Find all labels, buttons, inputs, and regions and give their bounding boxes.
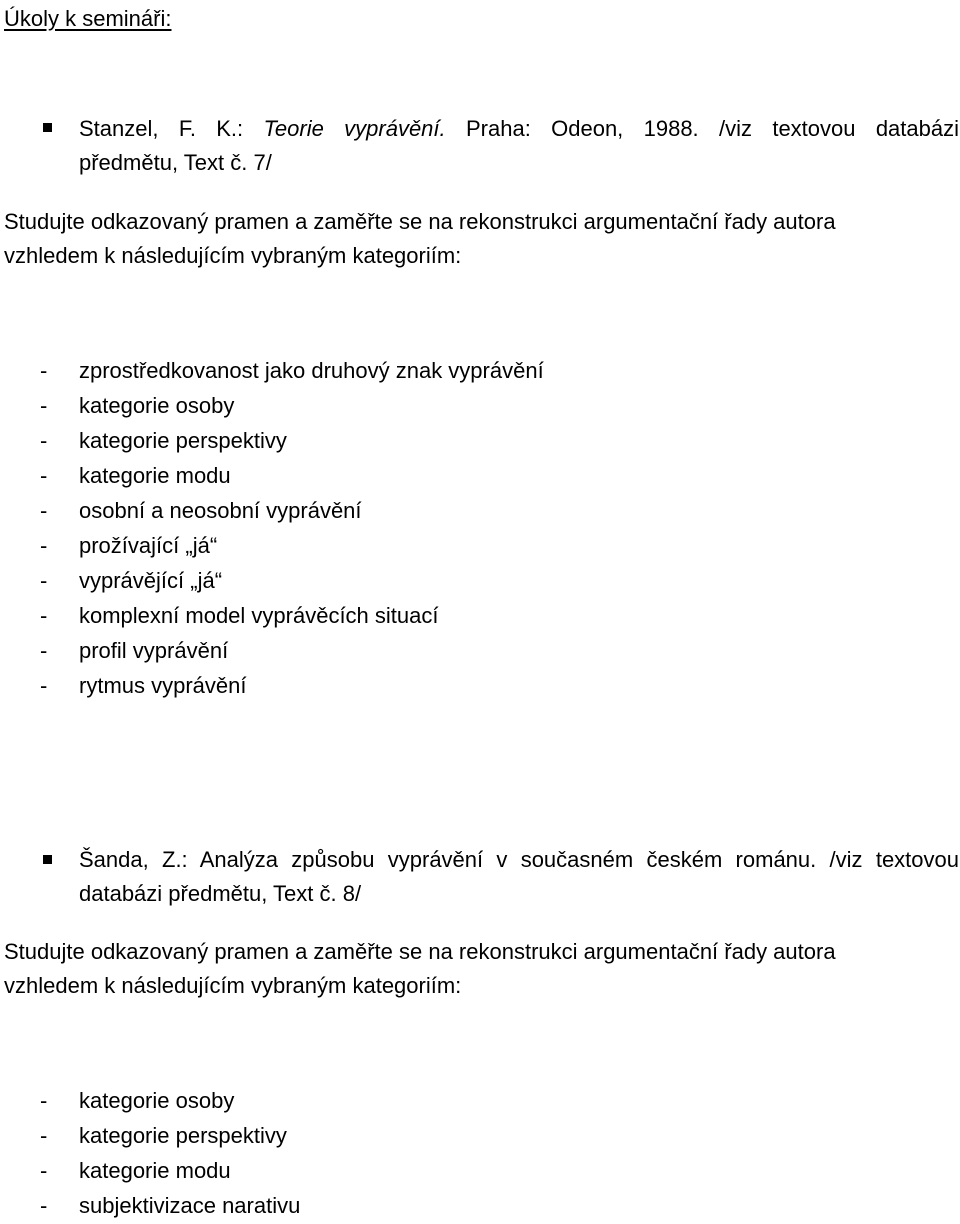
citation-line: předmětu, Text č. 7/ xyxy=(79,150,272,175)
citation-title: Teorie vyprávění. xyxy=(263,116,446,141)
citation-line: Šanda, Z.: Analýza způsobu vyprávění v současném českém románu. /viz textovou xyxy=(79,847,959,872)
dash-marker: - xyxy=(40,568,48,593)
square-bullet-icon xyxy=(43,123,52,132)
list-item-text: kategorie modu xyxy=(79,463,231,488)
dash-marker: - xyxy=(40,1193,48,1218)
list-item-text: rytmus vyprávění xyxy=(79,673,247,698)
list-item-text: komplexní model vyprávěcích situací xyxy=(79,603,439,628)
dash-marker: - xyxy=(40,533,48,558)
list-item-text: osobní a neosobní vyprávění xyxy=(79,498,362,523)
list-item-text: kategorie modu xyxy=(79,1158,231,1183)
square-bullet-icon xyxy=(43,855,52,864)
citation-line: databázi předmětu, Text č. 8/ xyxy=(79,881,362,906)
instruction-paragraph xyxy=(4,935,959,1003)
list-item-text: prožívající „já“ xyxy=(79,533,218,558)
page-title: Úkoly k semináři: xyxy=(4,6,172,31)
list-item-text: profil vyprávění xyxy=(79,638,229,663)
list-item-text: kategorie perspektivy xyxy=(79,1123,287,1148)
dash-marker: - xyxy=(40,463,48,488)
list-item-text: zprostředkovanost jako druhový znak vyprávění xyxy=(79,358,544,383)
dash-marker: - xyxy=(40,498,48,523)
instruction-paragraph xyxy=(4,205,959,273)
instruction-line: Studujte odkazovaný pramen a zaměřte se na rekonstrukci argumentační řady autora xyxy=(4,939,836,964)
list-item-text: subjektivizace narativu xyxy=(79,1193,301,1218)
instruction-line: Studujte odkazovaný pramen a zaměřte se na rekonstrukci argumentační řady autora xyxy=(4,209,836,234)
dash-marker: - xyxy=(40,358,48,383)
dash-marker: - xyxy=(40,428,48,453)
citation-stanzel xyxy=(79,112,959,180)
dash-marker: - xyxy=(40,1088,48,1113)
list-item-text: vyprávějící „já“ xyxy=(79,568,223,593)
citation-sanda xyxy=(79,843,959,911)
list-item-text: kategorie perspektivy xyxy=(79,428,287,453)
dash-marker: - xyxy=(40,393,48,418)
instruction-line: vzhledem k následujícím vybraným kategoriím: xyxy=(4,243,462,268)
dash-marker: - xyxy=(40,603,48,628)
citation-line xyxy=(79,112,959,146)
list-item-text: kategorie osoby xyxy=(79,1088,235,1113)
dash-marker: - xyxy=(40,1123,48,1148)
list-item-text: kategorie osoby xyxy=(79,393,235,418)
dash-marker: - xyxy=(40,673,48,698)
instruction-line: vzhledem k následujícím vybraným kategoriím: xyxy=(4,973,462,998)
dash-marker: - xyxy=(40,1158,48,1183)
dash-marker: - xyxy=(40,638,48,663)
citation-author: Stanzel, F. K.: xyxy=(79,116,264,141)
citation-publisher: Praha: Odeon, 1988. /viz textovou databázi xyxy=(445,116,959,141)
